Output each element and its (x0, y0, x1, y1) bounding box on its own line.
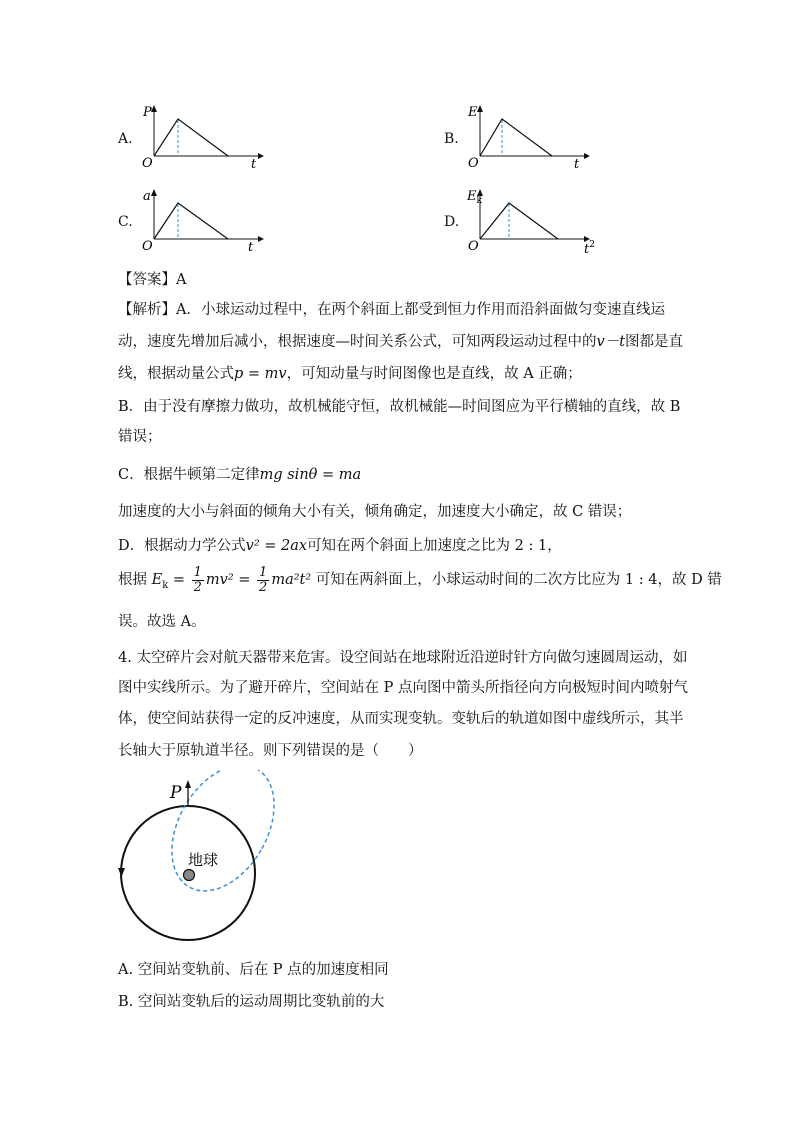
earth (184, 870, 195, 881)
analysis-line-7: 加速度的大小与斜面的倾角大小有关，倾角确定，加速度大小确定，故 C 错误； (118, 504, 632, 520)
analysis-line-4: B．由于没有摩擦力做功，故机械能守恒，故机械能—时间图应为平行横轴的直线，故 B (118, 399, 681, 415)
graph-a-ylabel: P (143, 105, 152, 120)
analysis-line-5: 错误； (118, 429, 162, 445)
graph-c (140, 184, 270, 254)
analysis-line-10: 误。故选 A。 (118, 614, 206, 630)
analysis-line-2: 动，速度先增加后减小，根据速度—时间关系公式，可知两段运动过程中的v－t图都是直 (118, 334, 684, 350)
vt-symbol: v－t (596, 334, 626, 350)
q4-option-b: B. 空间站变轨后的运动周期比变轨前的大 (118, 994, 385, 1010)
graph-a-origin: O (142, 156, 153, 170)
graph-a (140, 100, 270, 170)
point-p-label: P (170, 783, 182, 803)
q4-line-1: 4. 太空碎片会对航天器带来危害。设空间站在地球附近沿逆时针方向做匀速圆周运动，如 (118, 650, 688, 666)
graph-d (466, 184, 596, 256)
kinetic-energy-formula: $E_k$ = $\frac{1}{2}$ mv² = $\frac{1}{2}$ ma²t² (151, 565, 312, 595)
analysis-line-3: 线，根据动量公式p = mv，可知动量与时间图像也是直线，故 A 正确； (118, 366, 582, 382)
graph-c-ylabel: a (143, 189, 151, 204)
orbit-direction-arrow (118, 868, 125, 877)
q4-line-4: 长轴大于原轨道半径。则下列错误的是（ ） (118, 743, 423, 759)
analysis-line-6: C．根据牛顿第二定律mg sinθ = ma (118, 467, 362, 483)
graph-a-xlabel: t (251, 157, 257, 170)
graph-b-line (480, 119, 552, 156)
graph-b (466, 100, 596, 170)
q4-line-3: 体，使空间站获得一定的反冲速度，从而实现变轨。变轨后的轨道如图中虚线所示，其半 (118, 711, 684, 727)
newton-formula: mg sinθ = ma (259, 467, 362, 483)
graph-b-xlabel: t (574, 157, 580, 170)
graph-c-xlabel: t (248, 240, 254, 254)
momentum-formula: p = mv (234, 366, 287, 382)
option-c-label: C. (118, 214, 133, 230)
graph-c-origin: O (142, 239, 153, 254)
analysis-line-1: 【解析】A．小球运动过程中，在两个斜面上都受到恒力作用而沿斜面做匀变速直线运 (118, 302, 665, 318)
graph-d-line (480, 203, 558, 239)
graph-c-line (154, 203, 228, 239)
kinematic-formula: v² = 2ax (245, 538, 308, 554)
orbit-figure (110, 770, 280, 945)
option-d-label: D. (444, 214, 460, 230)
graph-d-origin: O (468, 239, 479, 254)
option-b-label: B. (444, 131, 459, 147)
q4-line-2: 图中实线所示。为了避开碎片，空间站在 P 点向图中箭头所指径向方向极短时间内喷射气 (118, 680, 688, 696)
analysis-line-9: 根据 $E_k$ = $\frac{1}{2}$ mv² = $\frac{1}{2}$ ma²t² 可知在两斜面上，小球运动时间的二次方比应为 1 : 4，故 D 错 (118, 565, 722, 595)
graph-b-origin: O (468, 156, 479, 170)
answer-line: 【答案】A (118, 272, 187, 288)
graph-b-ylabel: E (468, 105, 478, 120)
graph-d-xlabel: $t^2$ (584, 240, 595, 256)
graph-a-line (154, 119, 228, 156)
earth-label: 地球 (188, 851, 219, 869)
q4-option-a: A. 空间站变轨前、后在 P 点的加速度相同 (118, 962, 389, 978)
analysis-line-8: D．根据动力学公式v² = 2ax可知在两个斜面上加速度之比为 2 : 1， (118, 538, 562, 554)
option-a-label: A. (118, 131, 133, 147)
graph-d-ylabel: $E_k$ (467, 189, 482, 206)
